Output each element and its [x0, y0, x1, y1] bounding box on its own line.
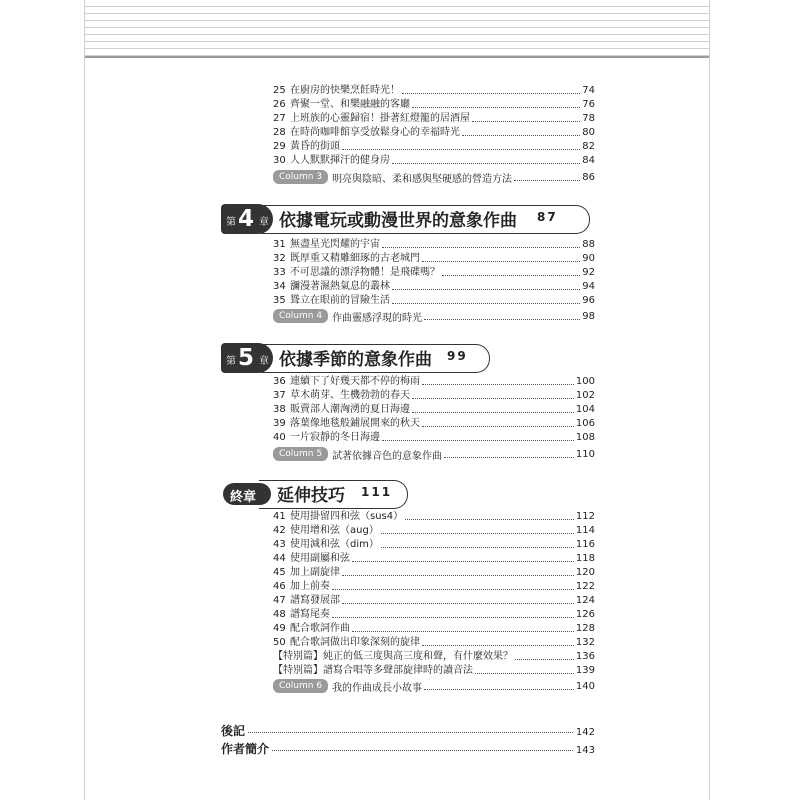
entry-title: 【特別篇】純正的低三度與高三度和聲，有什麼效果？	[273, 651, 513, 662]
chapter-page: 87	[537, 210, 558, 224]
chapter-title: 依據季節的意象作曲	[279, 350, 432, 370]
toc-entry[interactable]	[273, 266, 595, 279]
author-page: 143	[575, 745, 595, 756]
entry-title: 在時尚咖啡館享受放鬆身心的幸福時光	[290, 127, 460, 138]
entry-title: 聳立在眼前的冒險生活	[290, 295, 390, 306]
toc-entry[interactable]	[273, 580, 595, 593]
entry-page: 126	[575, 609, 595, 620]
chapter-heading[interactable]	[221, 204, 591, 234]
entry-number: 50	[273, 637, 286, 648]
entry-title: 配合歌詞做出印象深刻的旋律	[290, 637, 420, 648]
entry-page: 106	[575, 418, 595, 429]
entry-page: 84	[582, 155, 595, 166]
leader-dots	[332, 608, 574, 618]
leader-dots	[392, 280, 580, 290]
leader-dots	[422, 636, 574, 646]
toc-entry[interactable]	[273, 431, 595, 444]
entry-number: 38	[273, 404, 286, 415]
leader-dots	[422, 417, 574, 427]
entry-page: 92	[582, 267, 595, 278]
entry-number: 32	[273, 253, 286, 264]
leader-dots	[381, 538, 574, 548]
entry-number: 41	[273, 511, 286, 522]
entry-number: 26	[273, 99, 286, 110]
chapter-suffix: 章	[259, 356, 269, 367]
entry-title: 無盡星光閃耀的宇宙	[290, 239, 380, 250]
entry-page: 100	[575, 376, 595, 387]
leader-dots	[422, 375, 574, 385]
column-entry[interactable]	[273, 169, 595, 185]
column-badge: Column 3	[273, 170, 328, 184]
entry-number: 28	[273, 127, 286, 138]
entry-page: 88	[582, 239, 595, 250]
entry-title: 連續下了好幾天都不停的梅雨	[290, 376, 420, 387]
final-chapter-label: 終章	[230, 490, 257, 505]
entry-title: 在廚房的快樂烹飪時光！	[290, 85, 400, 96]
entry-number: 25	[273, 85, 286, 96]
entry-title: 瀰漫著濕熱氣息的叢林	[290, 281, 390, 292]
entry-title: 譜寫發展部	[290, 595, 340, 606]
entry-title: 不可思議的漂浮物體！是飛碟嗎？	[290, 267, 440, 278]
entry-number: 48	[273, 609, 286, 620]
entry-number: 27	[273, 113, 286, 124]
chapter-heading[interactable]	[221, 343, 491, 373]
leader-dots	[342, 594, 574, 604]
leader-dots	[352, 552, 574, 562]
entry-title: 使用減和弦（dim）	[290, 539, 379, 550]
leader-dots	[382, 431, 574, 441]
toc-entry[interactable]	[273, 538, 595, 551]
column-page: 98	[582, 310, 595, 322]
toc-entry[interactable]	[273, 126, 595, 139]
entry-page: 82	[582, 141, 595, 152]
entry-title: 使用副屬和弦	[290, 553, 350, 564]
entry-title: 使用掛留四和弦（sus4）	[290, 511, 404, 522]
leader-dots	[424, 318, 580, 320]
leader-dots	[472, 112, 580, 122]
header-stripes	[85, 0, 709, 58]
chapter-page: 111	[361, 485, 393, 499]
leader-dots	[462, 126, 580, 136]
leader-dots	[412, 389, 574, 399]
toc-entry-special[interactable]	[273, 650, 595, 663]
entry-page: 122	[575, 581, 595, 592]
chapter-prefix: 第	[226, 217, 236, 228]
entry-number: 39	[273, 418, 286, 429]
entry-page: 139	[575, 665, 595, 676]
entry-title: 齊聚一堂、和樂融融的客廳	[290, 99, 410, 110]
toc-entry[interactable]	[273, 622, 595, 635]
toc-entry[interactable]	[273, 98, 595, 111]
entry-number: 35	[273, 295, 286, 306]
toc-entry[interactable]	[273, 375, 595, 388]
entry-number: 36	[273, 376, 286, 387]
toc-entry[interactable]	[273, 510, 595, 523]
leader-dots	[332, 580, 574, 590]
entry-number: 34	[273, 281, 286, 292]
chapter-number-badge	[221, 343, 273, 373]
author-title: 作者簡介	[221, 742, 270, 756]
toc-entry[interactable]	[273, 280, 595, 293]
entry-page: 116	[575, 539, 595, 550]
leader-dots	[405, 510, 574, 520]
chapter-number: 4	[238, 206, 255, 232]
leader-dots	[412, 98, 580, 108]
entry-page: 94	[582, 281, 595, 292]
leader-dots	[424, 688, 574, 690]
author-entry[interactable]	[221, 740, 595, 756]
entry-number: 40	[273, 432, 286, 443]
leader-dots	[402, 84, 580, 94]
column-badge: Column 6	[273, 679, 328, 693]
toc-entry[interactable]	[273, 140, 595, 153]
column-entry[interactable]	[273, 308, 595, 324]
column-entry[interactable]	[273, 446, 595, 462]
entry-title: 既厚重又精雕細琢的古老城門	[290, 253, 420, 264]
final-chapter-heading[interactable]	[223, 479, 409, 509]
entry-number: 37	[273, 390, 286, 401]
leader-dots	[382, 238, 580, 248]
entry-page: 124	[575, 595, 595, 606]
entry-page: 120	[575, 567, 595, 578]
toc-entry[interactable]	[273, 154, 595, 167]
entry-number: 33	[273, 267, 286, 278]
toc-entry[interactable]	[273, 294, 595, 307]
column-page: 140	[575, 680, 595, 692]
column-title: 明亮與陰暗、柔和感與堅硬感的營造方法	[332, 173, 513, 185]
toc-entry-special[interactable]	[273, 664, 595, 677]
leader-dots	[515, 650, 574, 660]
entry-title: 落葉像地毯般鋪展開來的秋天	[290, 418, 420, 429]
entry-number: 49	[273, 623, 286, 634]
entry-number: 31	[273, 239, 286, 250]
entry-page: 136	[575, 651, 595, 662]
entry-number: 43	[273, 539, 286, 550]
leader-dots	[392, 154, 580, 164]
leader-dots	[352, 622, 574, 632]
column-badge: Column 5	[273, 447, 328, 461]
leader-dots	[444, 456, 574, 458]
toc-entry[interactable]	[273, 552, 595, 565]
entry-page: 128	[575, 623, 595, 634]
toc-entry[interactable]	[273, 594, 595, 607]
leader-dots	[392, 294, 580, 304]
toc-entry[interactable]	[273, 252, 595, 265]
toc-entry[interactable]	[273, 417, 595, 430]
entry-number: 42	[273, 525, 286, 536]
entry-title: 人人默默揮汗的健身房	[290, 155, 390, 166]
chapter-number-badge	[221, 204, 273, 234]
leader-dots	[381, 524, 574, 534]
toc-entry[interactable]	[273, 238, 595, 251]
toc-entry[interactable]	[273, 112, 595, 125]
entry-title: 譜寫尾奏	[290, 609, 330, 620]
toc-entry[interactable]	[273, 636, 595, 649]
entry-title: 上班族的心靈歸宿！掛著紅燈籠的居酒屋	[290, 113, 470, 124]
entry-page: 80	[582, 127, 595, 138]
entry-title: 【特別篇】譜寫合唱等多聲部旋律時的讀音法	[273, 665, 473, 676]
entry-number: 47	[273, 595, 286, 606]
entry-page: 102	[575, 390, 595, 401]
chapter-title: 延伸技巧	[277, 486, 345, 506]
toc-entry[interactable]	[273, 403, 595, 416]
entry-page: 132	[575, 637, 595, 648]
entry-page: 112	[575, 511, 595, 522]
afterword-title: 後記	[221, 724, 246, 738]
entry-title: 加上前奏	[290, 581, 330, 592]
chapter-number: 5	[238, 345, 255, 371]
toc-entry[interactable]	[273, 608, 595, 621]
leader-dots	[412, 403, 574, 413]
leader-dots	[342, 566, 574, 576]
entry-page: 96	[582, 295, 595, 306]
leader-dots	[272, 740, 573, 751]
entry-title: 草木萌芽、生機勃勃的春天	[290, 390, 410, 401]
column-page: 86	[582, 171, 595, 183]
entry-title: 販賣部人潮洶湧的夏日海邊	[290, 404, 410, 415]
entry-title: 一片寂靜的冬日海邊	[290, 432, 380, 443]
chapter-title: 依據電玩或動漫世界的意象作曲	[279, 211, 517, 231]
toc-entry[interactable]	[273, 389, 595, 402]
final-chapter-badge	[223, 483, 271, 505]
leader-dots	[514, 179, 580, 181]
entry-number: 44	[273, 553, 286, 564]
entry-page: 118	[575, 553, 595, 564]
chapter-suffix: 章	[259, 217, 269, 228]
column-title: 試著依據音色的意象作曲	[332, 450, 443, 462]
toc-entry[interactable]	[273, 524, 595, 537]
entry-title: 配合歌詞作曲	[290, 623, 350, 634]
column-badge: Column 4	[273, 309, 328, 323]
chapter-page: 99	[447, 349, 468, 363]
entry-page: 104	[575, 404, 595, 415]
entry-number: 29	[273, 141, 286, 152]
afterword-page: 142	[575, 727, 595, 738]
entry-page: 108	[575, 432, 595, 443]
toc-entry[interactable]	[273, 84, 595, 97]
entry-page: 78	[582, 113, 595, 124]
entry-number: 30	[273, 155, 286, 166]
entry-page: 90	[582, 253, 595, 264]
column-title: 作曲靈感浮現的時光	[332, 312, 423, 324]
leader-dots	[442, 266, 580, 276]
toc-entry[interactable]	[273, 566, 595, 579]
entry-number: 46	[273, 581, 286, 592]
entry-title: 使用增和弦（aug）	[290, 525, 379, 536]
entry-title: 黃昏的街頭	[290, 141, 340, 152]
leader-dots	[422, 252, 580, 262]
column-page: 110	[575, 448, 595, 460]
afterword-entry[interactable]	[221, 722, 595, 738]
leader-dots	[475, 664, 574, 674]
column-title: 我的作曲成長小故事	[332, 682, 423, 694]
entry-page: 114	[575, 525, 595, 536]
column-entry[interactable]	[273, 678, 595, 694]
entry-number: 45	[273, 567, 286, 578]
leader-dots	[248, 722, 573, 733]
chapter-prefix: 第	[226, 356, 236, 367]
entry-page: 76	[582, 99, 595, 110]
entry-page: 74	[582, 85, 595, 96]
entry-title: 加上副旋律	[290, 567, 340, 578]
leader-dots	[342, 140, 580, 150]
